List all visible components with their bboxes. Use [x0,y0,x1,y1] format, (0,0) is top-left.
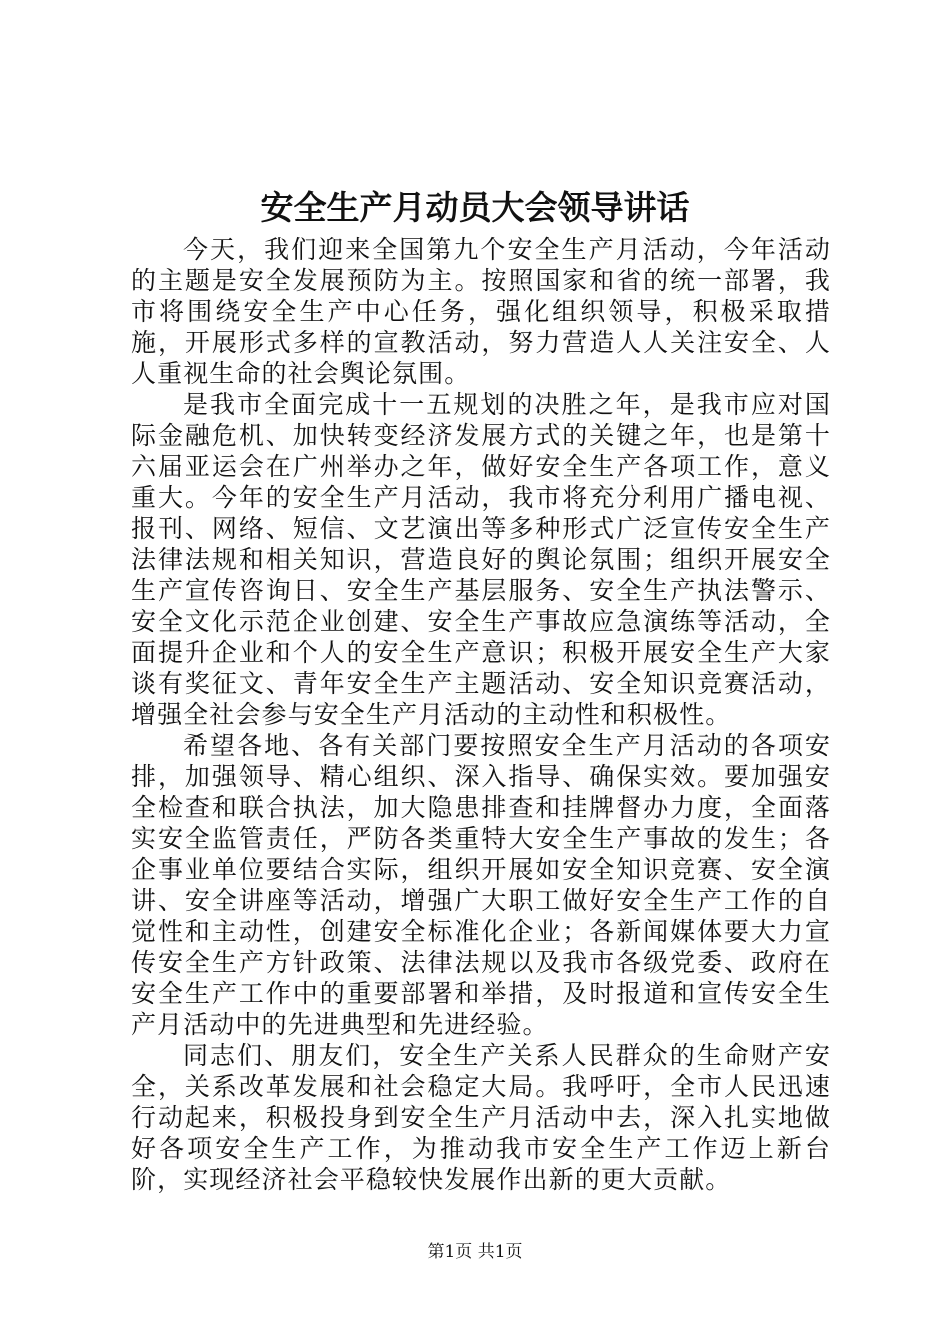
paragraph-4: 同志们、朋友们，安全生产关系人民群众的生命财产安全，关系改革发展和社会稳定大局。我呼吁，全市人民迅速行动起来，积极投身到安全生产月活动中去，深入扎实地做好各项安全生产工作，为推动我市安全生产工作迈上新台阶，实现经济社会平稳较快发展作出新的更大贡献。 [131,1041,831,1194]
page-footer: 第1页 共1页 [427,1242,523,1262]
document-title: 安全生产月动员大会领导讲话 [260,188,690,227]
paragraph-3: 希望各地、各有关部门要按照安全生产月活动的各项安排，加强领导、精心组织、深入指导、确保实效。要加强安全检查和联合执法，加大隐患排查和挂牌督办力度，全面落实安全监管责任，严防各类重特大安全生产事故的发生；各企事业单位要结合实际，组织开展如安全知识竞赛、安全演讲、安全讲座等活动，增强广大职工做好安全生产工作的自觉性和主动性，创建安全标准化企业；各新闻媒体要大力宣传安全生产方针政策、法律法规以及我市各级党委、政府在安全生产工作中的重要部署和举措，及时报道和宣传安全生产月活动中的先进典型和先进经验。 [131,731,831,1039]
paragraph-2: 是我市全面完成十一五规划的决胜之年，是我市应对国际金融危机、加快转变经济发展方式的关键之年，也是第十六届亚运会在广州举办之年，做好安全生产各项工作，意义重大。今年的安全生产月活动，我市将充分利用广播电视、报刊、网络、短信、文艺演出等多种形式广泛宣传安全生产法律法规和相关知识，营造良好的舆论氛围；组织开展安全生产宣传咨询日、安全生产基层服务、安全生产执法警示、安全文化示范企业创建、安全生产事故应急演练等活动，全面提升企业和个人的安全生产意识；积极开展安全生产大家谈有奖征文、青年安全生产主题活动、安全知识竞赛活动，增强全社会参与安全生产月活动的主动性和积极性。 [131,390,831,729]
document-body [131,234,831,1195]
paragraph-1: 今天，我们迎来全国第九个安全生产月活动，今年活动的主题是安全发展预防为主。按照国家和省的统一部署，我市将围绕安全生产中心任务，强化组织领导，积极采取措施，开展形式多样的宣教活动，努力营造人人关注安全、人人重视生命的社会舆论氛围。 [131,235,831,388]
